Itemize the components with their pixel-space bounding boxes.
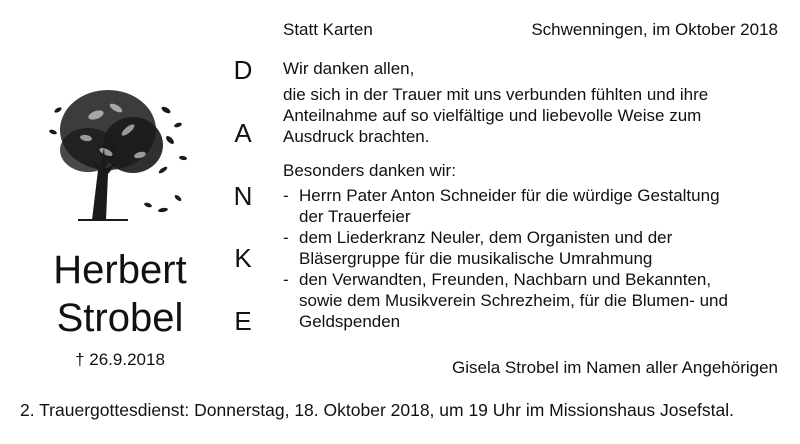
header-right: Schwenningen, im Oktober 2018: [531, 20, 778, 39]
danke-letter: N: [233, 181, 253, 211]
list-item-line: der Trauerfeier: [299, 207, 411, 226]
list-item: [283, 269, 728, 332]
danke-letter: K: [234, 243, 252, 273]
list-item-line: den Verwandten, Freunden, Nachbarn und Bekannten,: [299, 270, 712, 289]
danke-letter: A: [234, 118, 252, 148]
footer-service-notice: 2. Trauergottesdienst: Donnerstag, 18. Oktober 2018, um 19 Uhr im Missionshaus Josefstal.: [20, 400, 734, 420]
danke-letter: E: [234, 306, 252, 336]
list-item: [283, 185, 728, 227]
list-dash: -: [283, 228, 289, 247]
message-line: Anteilnahme auf so vielfältige und liebevolle Weise zum: [283, 106, 702, 125]
death-date: † 26.9.2018: [75, 350, 165, 369]
message-line: die sich in der Trauer mit uns verbunden fühlten und ihre: [283, 85, 709, 104]
list-dash: -: [283, 270, 289, 289]
list-item-line: sowie dem Musikverein Schrezheim, für die Blumen- und: [299, 291, 728, 310]
danke-letter: D: [233, 55, 253, 85]
list-item-line: Bläsergruppe für die musikalische Umrahmung: [299, 249, 653, 268]
deceased-first-name: Herbert: [53, 248, 187, 292]
list-item: [283, 227, 728, 269]
tree-icon: [38, 70, 198, 225]
deceased-last-name: Strobel: [56, 296, 184, 340]
thanks-intro: Besonders danken wir:: [283, 161, 456, 180]
thanks-list: [283, 185, 728, 332]
message-line: Ausdruck brachten.: [283, 127, 430, 146]
list-dash: -: [283, 186, 289, 205]
list-item-line: Geldspenden: [299, 312, 401, 331]
greeting: Wir danken allen,: [283, 59, 415, 78]
list-item-line: dem Liederkranz Neuler, dem Organisten und der: [299, 228, 673, 247]
header-left: Statt Karten: [283, 20, 373, 39]
list-item-line: Herrn Pater Anton Schneider für die würdige Gestaltung: [299, 186, 720, 205]
signature: Gisela Strobel im Namen aller Angehörigen: [451, 358, 778, 377]
